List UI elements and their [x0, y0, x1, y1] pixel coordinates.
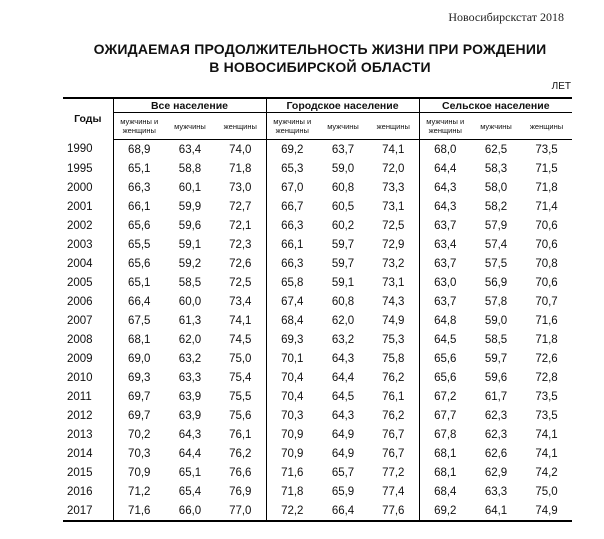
value-cell: 68,1 — [434, 447, 457, 460]
value-cell: 75,3 — [368, 330, 419, 349]
value-cell: 76,7 — [368, 425, 419, 444]
value-cell: 64,3 — [178, 428, 202, 441]
subheader-text: женщины — [122, 126, 156, 135]
value-cell: 74,2 — [535, 466, 558, 479]
value-cell: 64,3 — [434, 200, 457, 213]
table-row — [63, 197, 572, 216]
value-cell: 66,3 — [128, 181, 151, 194]
value-cell: 72,0 — [368, 159, 419, 178]
value-cell: 67,4 — [281, 295, 304, 308]
subheader-men — [471, 113, 521, 140]
value-cell: 72,5 — [215, 273, 266, 292]
value-cell: 68,0 — [434, 143, 457, 156]
value-cell: 68,4 — [434, 485, 457, 498]
year-cell: 2005 — [63, 273, 113, 292]
value-cell: 73,2 — [368, 254, 419, 273]
table-row — [63, 501, 572, 521]
value-cell: 63,2 — [331, 333, 355, 346]
value-cell: 60,1 — [178, 181, 202, 194]
value-cell: 62,5 — [484, 143, 508, 156]
value-cell: 64,4 — [331, 371, 355, 384]
value-cell: 69,3 — [281, 333, 304, 346]
value-cell: 59,7 — [484, 352, 508, 365]
table-row — [63, 159, 572, 178]
table-row — [63, 425, 572, 444]
value-cell: 72,2 — [266, 501, 318, 521]
value-cell: 64,5 — [434, 333, 457, 346]
value-cell: 58,5 — [178, 276, 202, 289]
value-cell: 68,1 — [434, 466, 457, 479]
value-cell: 64,8 — [434, 314, 457, 327]
value-cell: 59,6 — [178, 219, 202, 232]
value-cell: 56,9 — [484, 276, 508, 289]
value-cell: 63,4 — [434, 238, 457, 251]
page-title — [0, 40, 604, 76]
year-cell: 2004 — [63, 254, 113, 273]
value-cell: 60,2 — [331, 219, 355, 232]
subheader-text: женщины — [428, 126, 462, 135]
value-cell: 71,4 — [535, 200, 558, 213]
value-cell: 71,2 — [128, 485, 151, 498]
value-cell: 61,3 — [178, 314, 202, 327]
year-cell: 2011 — [63, 387, 113, 406]
value-cell: 57,8 — [484, 295, 508, 308]
value-cell: 64,9 — [331, 447, 355, 460]
title-line-1: ОЖИДАЕМАЯ ПРОДОЛЖИТЕЛЬНОСТЬ ЖИЗНИ ПРИ РОЖДЕНИИ — [93, 41, 547, 57]
subheader-text: мужчины и — [273, 117, 312, 126]
value-cell: 74,1 — [368, 140, 419, 160]
value-cell: 70,4 — [281, 371, 304, 384]
value-cell: 63,9 — [178, 390, 202, 403]
value-cell: 68,9 — [128, 143, 151, 156]
group-header-rural: Сельское население — [419, 98, 572, 113]
value-cell: 72,1 — [215, 216, 266, 235]
table-row — [63, 349, 572, 368]
value-cell: 64,1 — [471, 501, 521, 521]
value-cell: 74,5 — [215, 330, 266, 349]
value-cell: 63,4 — [178, 143, 202, 156]
table-row — [63, 463, 572, 482]
value-cell: 65,6 — [434, 371, 457, 384]
value-cell: 63,7 — [331, 143, 355, 156]
value-cell: 71,6 — [535, 314, 558, 327]
table-row — [63, 292, 572, 311]
value-cell: 62,0 — [331, 314, 355, 327]
value-cell: 68,4 — [281, 314, 304, 327]
year-cell: 1990 — [63, 140, 113, 160]
table-row — [63, 273, 572, 292]
year-cell: 2013 — [63, 425, 113, 444]
value-cell: 71,8 — [535, 333, 558, 346]
value-cell: 72,3 — [215, 235, 266, 254]
value-cell: 65,1 — [178, 466, 202, 479]
year-cell: 2001 — [63, 197, 113, 216]
value-cell: 73,1 — [368, 273, 419, 292]
value-cell: 62,3 — [484, 409, 508, 422]
subheader-women — [215, 113, 266, 140]
value-cell: 72,6 — [215, 254, 266, 273]
value-cell: 75,0 — [535, 485, 558, 498]
value-cell: 74,1 — [215, 311, 266, 330]
value-cell: 73,3 — [368, 178, 419, 197]
subheader-text: мужчины — [480, 121, 512, 131]
value-cell: 67,7 — [434, 409, 457, 422]
table-row — [63, 330, 572, 349]
value-cell: 59,7 — [331, 257, 355, 270]
subheader-women — [368, 113, 419, 140]
value-cell: 69,2 — [281, 143, 304, 156]
value-cell: 65,8 — [281, 276, 304, 289]
value-cell: 64,5 — [331, 390, 355, 403]
value-cell: 59,6 — [484, 371, 508, 384]
value-cell: 75,6 — [215, 406, 266, 425]
year-cell: 2016 — [63, 482, 113, 501]
value-cell: 74,0 — [215, 140, 266, 160]
value-cell: 69,0 — [128, 352, 151, 365]
value-cell: 60,0 — [178, 295, 202, 308]
subheader-both-sexes — [266, 113, 318, 140]
value-cell: 69,7 — [128, 390, 151, 403]
value-cell: 77,6 — [368, 501, 419, 521]
value-cell: 73,5 — [535, 143, 558, 156]
table-row — [63, 387, 572, 406]
value-cell: 64,9 — [331, 428, 355, 441]
value-cell: 66,1 — [128, 200, 151, 213]
subheader-women — [521, 113, 572, 140]
year-cell: 2007 — [63, 311, 113, 330]
value-cell: 70,9 — [128, 466, 151, 479]
value-cell: 65,7 — [331, 466, 355, 479]
value-cell: 70,6 — [535, 219, 558, 232]
value-cell: 66,3 — [281, 257, 304, 270]
title-line-2: В НОВОСИБИРСКОЙ ОБЛАСТИ — [209, 59, 431, 75]
value-cell: 69,3 — [128, 371, 151, 384]
year-cell: 2008 — [63, 330, 113, 349]
subheader-both-sexes — [419, 113, 471, 140]
value-cell: 63,3 — [178, 371, 202, 384]
table-row — [63, 140, 572, 160]
value-cell: 70,6 — [535, 276, 558, 289]
subheader-text: мужчины и — [426, 117, 465, 126]
value-cell: 70,8 — [535, 257, 558, 270]
value-cell: 65,1 — [128, 276, 151, 289]
value-cell: 74,1 — [535, 447, 558, 460]
year-column-header: Годы — [63, 98, 113, 140]
year-cell: 1995 — [63, 159, 113, 178]
subheader-both-sexes — [113, 113, 165, 140]
source-label: Новосибирскстат 2018 — [448, 10, 564, 24]
value-cell: 67,2 — [434, 390, 457, 403]
subheader-row — [63, 113, 572, 140]
value-cell: 70,9 — [281, 447, 304, 460]
year-cell: 2002 — [63, 216, 113, 235]
value-cell: 64,4 — [434, 162, 457, 175]
subheader-text: мужчины и — [120, 117, 159, 126]
value-cell: 65,5 — [128, 238, 151, 251]
value-cell: 63,9 — [178, 409, 202, 422]
subheader-men — [165, 113, 215, 140]
table-row — [63, 406, 572, 425]
value-cell: 71,8 — [281, 485, 304, 498]
value-cell: 75,4 — [215, 368, 266, 387]
value-cell: 63,7 — [434, 219, 457, 232]
value-cell: 62,9 — [484, 466, 508, 479]
value-cell: 64,4 — [178, 447, 202, 460]
value-cell: 59,2 — [178, 257, 202, 270]
subheader-text: женщины — [376, 121, 410, 131]
year-cell: 2012 — [63, 406, 113, 425]
value-cell: 59,1 — [331, 276, 355, 289]
value-cell: 64,3 — [331, 409, 355, 422]
value-cell: 67,5 — [128, 314, 151, 327]
value-cell: 60,8 — [331, 295, 355, 308]
value-cell: 77,0 — [215, 501, 266, 521]
table-row — [63, 368, 572, 387]
subheader-text: мужчины — [174, 121, 206, 131]
value-cell: 67,8 — [434, 428, 457, 441]
value-cell: 71,8 — [535, 181, 558, 194]
value-cell: 59,0 — [331, 162, 355, 175]
value-cell: 67,0 — [281, 181, 304, 194]
value-cell: 70,3 — [281, 409, 304, 422]
value-cell: 57,5 — [484, 257, 508, 270]
value-cell: 73,4 — [215, 292, 266, 311]
value-cell: 61,7 — [484, 390, 508, 403]
value-cell: 76,2 — [368, 368, 419, 387]
value-cell: 70,3 — [128, 447, 151, 460]
subheader-text: мужчины — [327, 121, 359, 131]
value-cell: 73,5 — [535, 409, 558, 422]
table-row — [63, 254, 572, 273]
value-cell: 65,9 — [331, 485, 355, 498]
value-cell: 59,7 — [331, 238, 355, 251]
value-cell: 76,6 — [215, 463, 266, 482]
group-header-total: Все население — [113, 98, 266, 113]
value-cell: 58,3 — [484, 162, 508, 175]
table-body — [63, 140, 572, 522]
value-cell: 57,9 — [484, 219, 508, 232]
value-cell: 73,0 — [215, 178, 266, 197]
value-cell: 59,0 — [484, 314, 508, 327]
value-cell: 69,2 — [419, 501, 471, 521]
value-cell: 66,7 — [281, 200, 304, 213]
value-cell: 77,4 — [368, 482, 419, 501]
value-cell: 64,3 — [331, 352, 355, 365]
life-expectancy-table — [63, 97, 572, 522]
value-cell: 74,9 — [368, 311, 419, 330]
value-cell: 72,6 — [535, 352, 558, 365]
value-cell: 71,6 — [281, 466, 304, 479]
year-cell: 2014 — [63, 444, 113, 463]
value-cell: 59,9 — [178, 200, 202, 213]
group-header-urban: Городское население — [266, 98, 419, 113]
table-row — [63, 444, 572, 463]
value-cell: 71,5 — [535, 162, 558, 175]
value-cell: 65,3 — [281, 162, 304, 175]
value-cell: 65,4 — [178, 485, 202, 498]
value-cell: 74,1 — [535, 428, 558, 441]
value-cell: 58,0 — [484, 181, 508, 194]
value-cell: 72,9 — [368, 235, 419, 254]
value-cell: 60,8 — [331, 181, 355, 194]
value-cell: 74,3 — [368, 292, 419, 311]
value-cell: 65,6 — [434, 352, 457, 365]
value-cell: 76,1 — [368, 387, 419, 406]
value-cell: 63,7 — [434, 295, 457, 308]
value-cell: 60,5 — [331, 200, 355, 213]
value-cell: 70,6 — [535, 238, 558, 251]
value-cell: 62,6 — [484, 447, 508, 460]
value-cell: 62,3 — [484, 428, 508, 441]
value-cell: 74,9 — [521, 501, 572, 521]
subheader-text: женщины — [275, 126, 309, 135]
value-cell: 69,7 — [128, 409, 151, 422]
value-cell: 70,4 — [281, 390, 304, 403]
value-cell: 66,3 — [281, 219, 304, 232]
subheader-text: женщины — [529, 121, 564, 131]
value-cell: 76,1 — [215, 425, 266, 444]
value-cell: 75,8 — [368, 349, 419, 368]
value-cell: 68,1 — [128, 333, 151, 346]
year-cell: 2006 — [63, 292, 113, 311]
value-cell: 57,4 — [484, 238, 508, 251]
value-cell: 65,1 — [128, 162, 151, 175]
value-cell: 66,1 — [281, 238, 304, 251]
year-cell: 2003 — [63, 235, 113, 254]
value-cell: 72,7 — [215, 197, 266, 216]
value-cell: 75,0 — [215, 349, 266, 368]
value-cell: 75,5 — [215, 387, 266, 406]
year-cell: 2000 — [63, 178, 113, 197]
value-cell: 58,2 — [484, 200, 508, 213]
value-cell: 66,4 — [128, 295, 151, 308]
table-row — [63, 482, 572, 501]
year-cell: 2017 — [63, 501, 113, 521]
value-cell: 76,7 — [368, 444, 419, 463]
value-cell: 66,4 — [318, 501, 368, 521]
year-cell: 2010 — [63, 368, 113, 387]
value-cell: 65,6 — [128, 257, 151, 270]
value-cell: 72,5 — [368, 216, 419, 235]
value-cell: 76,2 — [368, 406, 419, 425]
table-row — [63, 311, 572, 330]
value-cell: 62,0 — [178, 333, 202, 346]
value-cell: 77,2 — [368, 463, 419, 482]
value-cell: 70,9 — [281, 428, 304, 441]
value-cell: 64,3 — [434, 181, 457, 194]
value-cell: 73,1 — [368, 197, 419, 216]
value-cell: 73,5 — [535, 390, 558, 403]
subheader-text: женщины — [223, 121, 257, 131]
value-cell: 76,9 — [215, 482, 266, 501]
units-label: ЛЕТ — [551, 81, 571, 92]
value-cell: 58,8 — [178, 162, 202, 175]
value-cell: 63,2 — [178, 352, 202, 365]
value-cell: 76,2 — [215, 444, 266, 463]
year-cell: 2009 — [63, 349, 113, 368]
subheader-men — [318, 113, 368, 140]
value-cell: 59,1 — [178, 238, 202, 251]
year-cell: 2015 — [63, 463, 113, 482]
table-row — [63, 178, 572, 197]
value-cell: 71,8 — [215, 159, 266, 178]
value-cell: 66,0 — [165, 501, 215, 521]
value-cell: 71,6 — [113, 501, 165, 521]
value-cell: 72,8 — [535, 371, 558, 384]
value-cell: 70,1 — [281, 352, 304, 365]
value-cell: 63,0 — [434, 276, 457, 289]
value-cell: 63,7 — [434, 257, 457, 270]
table-row — [63, 216, 572, 235]
value-cell: 65,6 — [128, 219, 151, 232]
value-cell: 63,3 — [484, 485, 508, 498]
table-row — [63, 235, 572, 254]
value-cell: 58,5 — [484, 333, 508, 346]
value-cell: 70,2 — [128, 428, 151, 441]
value-cell: 70,7 — [535, 295, 558, 308]
